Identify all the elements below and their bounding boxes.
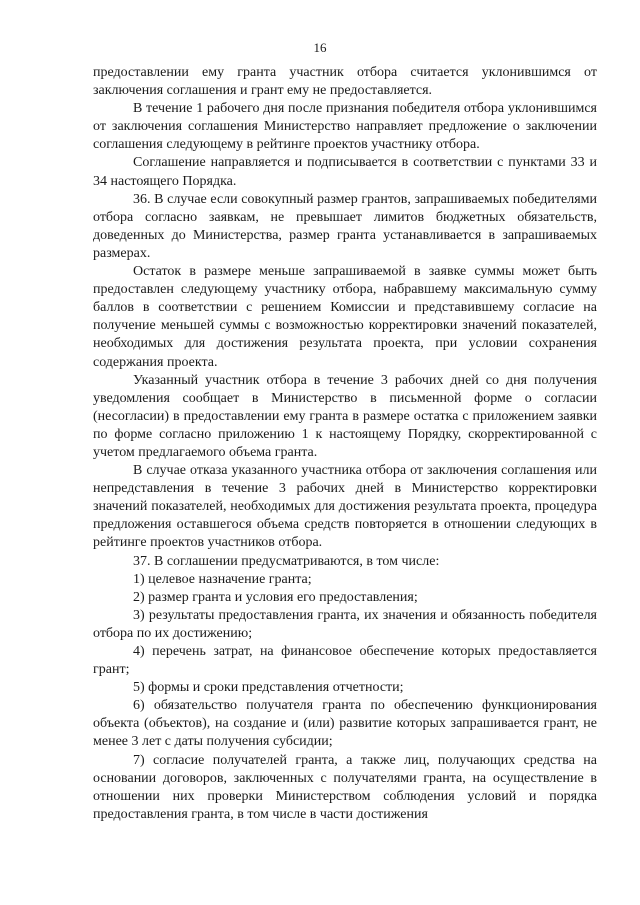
list-item: 6) обязательство получателя гранта по обеспечению функционирования объекта (объектов), на создание и (или) развитие которых запрашивается грант, не менее 3 лет с даты получения субсидии;	[93, 698, 597, 750]
paragraph-clause-37: 37. В соглашении предусматриваются, в том числе:	[133, 553, 440, 569]
paragraph: Указанный участник отбора в течение 3 рабочих дней со дня получения уведомления сообщает в Министерство в письменной форме о согласии (несогласии) в предоставлении ему гранта в размере остатка с приложением заявки по форме согласно приложению 1 к настоящему Порядку, скорректированной с учетом предлагаемого объема гранта.	[93, 372, 597, 460]
paragraph-clause-36: 36. В случае если совокупный размер грантов, запрашиваемых победителями отбора согласно заявкам, не превышает лимитов бюджетных обязательств, доведенных до Министерства, размер гранта устанавливается в запрашиваемых размерах.	[93, 191, 597, 261]
list-item: 7) согласие получателей гранта, а также лиц, получающих средства на основании договоров, заключенных с получателями гранта, на осуществление в отношении них проверки Министерством соблюдения условий и порядка предоставления гранта, в том числе в части достижения	[93, 752, 597, 822]
paragraph-continuation: предоставлении ему гранта участник отбора считается уклонившимся от заключения соглашения и грант ему не предоставляется.	[93, 65, 597, 99]
list-item: 3) результаты предоставления гранта, их значения и обязанность победителя отбора по их достижению;	[93, 607, 597, 641]
document-body	[93, 64, 597, 824]
paragraph: Соглашение направляется и подписывается в соответствии с пунктами 33 и 34 настоящего Порядка.	[93, 155, 597, 189]
paragraph: В случае отказа указанного участника отбора от заключения соглашения или непредставления в течение 3 рабочих дней в Министерство корректировки значений показателей, необходимых для достижения результата проекта, процедура предложения оставшегося объема средств повторяется в отношении следующих в рейтинге проектов участников отбора.	[93, 463, 597, 551]
paragraph: Остаток в размере меньше запрашиваемой в заявке суммы может быть предоставлен следующему участнику отбора, набравшему максимальную сумму баллов в соответствии с решением Комиссии и представившему согласие на получение меньшей суммы с возможностью корректировки значений показателей, необходимых для достижения результата проекта, при условии сохранения содержания проекта.	[93, 264, 597, 370]
list-item: 2) размер гранта и условия его предоставления;	[133, 589, 418, 605]
page-number: 16	[313, 40, 327, 55]
list-item: 4) перечень затрат, на финансовое обеспечение которых предоставляется грант;	[93, 644, 597, 678]
paragraph: В течение 1 рабочего дня после признания победителя отбора уклонившимся от заключения соглашения Министерство направляет предложение о заключении соглашения следующему в рейтинге проектов участнику отбора.	[93, 101, 597, 153]
list-item: 5) формы и сроки представления отчетности;	[133, 680, 404, 696]
list-item: 1) целевое назначение гранта;	[133, 571, 312, 587]
